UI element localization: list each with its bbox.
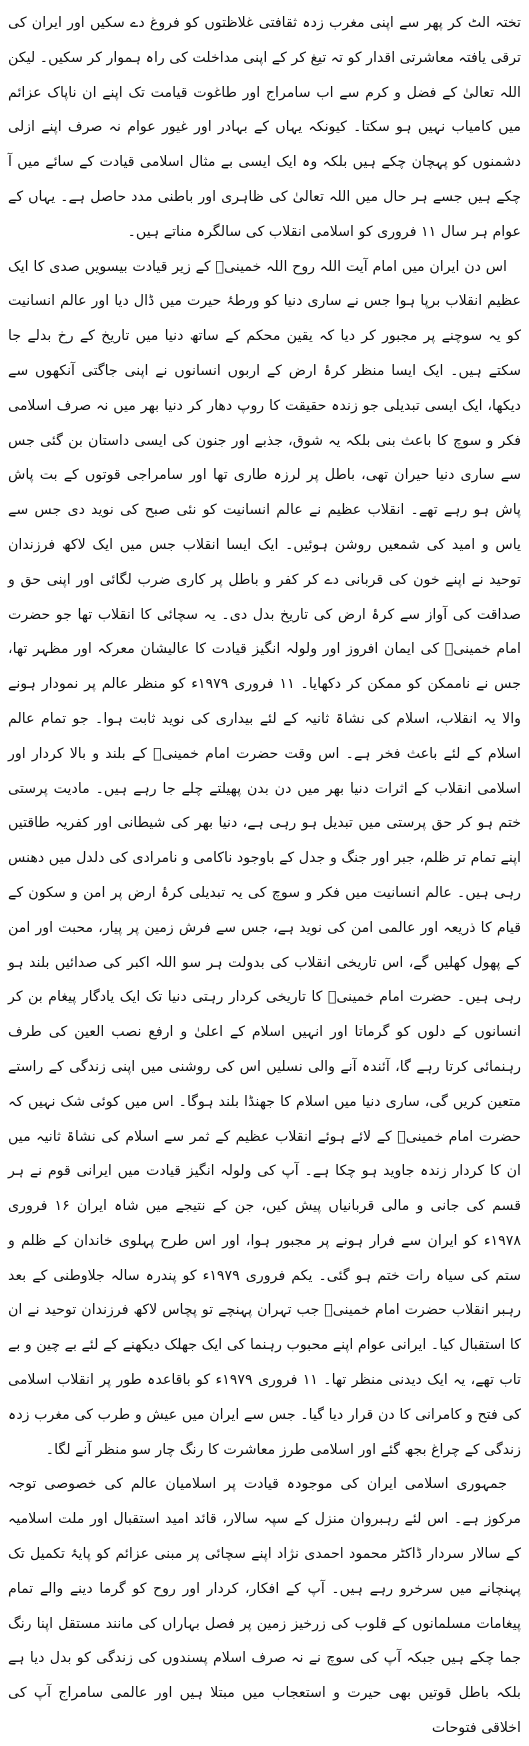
article-paragraph-3: جمہوری اسلامی ایران کی موجودہ قیادت پر اسلامیان عالم کی خصوصی توجہ مرکوز ہے۔ اس لئے رہبروان منزل کے سپہ سالار، قائد امید استقبال اور ملت اسلامیہ کے سالار سردار ڈاکٹر محمود احمدی نژاد اپنے سچائی پر مبنی عزائم کو پایۂ تکمیل تک پہنچانے میں سرخرو رہے ہیں۔ آپ کے افکار، کردار اور روح کو گرما دینے والے تمام پیغامات مسلمانوں کے قلوب کی زرخیز زمین پر فصل بہاراں کی مانند مستقل اپنا رنگ جما چکے ہیں جبکہ آپ کی سوچ نے نہ صرف اسلام پسندوں کی زندگی کو بدل دیا ہے بلکہ باطل قوتیں بھی حیرت و استعجاب میں مبتلا ہیں اور عالمی سامراج آپ کی اخلاقی فتوحات (8, 1476, 521, 1737)
article-paragraph-1: تختہ الٹ کر پھر سے اپنی مغرب زدہ ثقافتی غلاظتوں کو فروغ دے سکیں اور ایران کی ترقی یافتہ معاشرتی اقدار کو تہ تیغ کر کے اپنی مداخلت کی راہ ہموار کر سکیں۔ لیکن اللہ تعالیٰ کے فضل و کرم سے اب سامراج اور طاغوت قیامت تک اپنے ان ناپاک عزائم میں کامیاب نہیں ہو سکتا۔ کیونکہ یہاں کے بہادر اور غیور عوام نہ صرف اپنے ازلی دشمنوں کو پہچان چکے ہیں بلکہ وہ ایک ایسی بے مثال اسلامی قیادت کے سائے میں آ چکے ہیں جسے ہر حال میں اللہ تعالیٰ کی ظاہری اور باطنی مدد حاصل ہے۔ یہاں کے عوام ہر سال ۱۱ فروری کو اسلامی انقلاب کی سالگرہ مناتے ہیں۔ (8, 15, 521, 240)
article-paragraph-2: اس دن ایران میں امام آیت اللہ روح اللہ خمینیؒ کے زیر قیادت بیسویں صدی کا ایک عظیم انقلاب برپا ہوا جس نے ساری دنیا کو ورطۂ حیرت میں ڈال دیا اور عالم انسانیت کو یہ سوچنے پر مجبور کر دیا کہ یقین محکم کے ساتھ دنیا میں تاریخ کے رخ بدلے جا سکتے ہیں۔ ایک ایسا منظر کرۂ ارض کے اربوں انسانوں نے اپنی جاگتی آنکھوں سے دیکھا، ایک ایسی تبدیلی جو زندہ حقیقت کا روپ دھار کر دنیا بھر میں نہ صرف اسلامی فکر و سوچ کا باعث بنی بلکہ یہ شوق، جذبے اور جنون کی ایسی داستان بن گئی جس سے ساری دنیا حیران تھی، باطل پر لرزہ طاری تھا اور سامراجی قوتوں کے بت پاش پاش ہو رہے تھے۔ انقلاب عظیم نے عالم انسانیت کو نئی صبح کی نوید دی جس سے یاس و امید کی شمعیں روشن ہوئیں۔ ایک ایسا انقلاب جس میں ایک لاکھ فرزندان توحید نے اپنے خون کی قربانی دے کر کفر و باطل پر کاری ضرب لگائی اور اپنی حق و صداقت کی آواز سے کرۂ ارض کی تاریخ بدل دی۔ یہ سچائی کا انقلاب تھا جو حضرت امام خمینیؒ کی ایمان افروز اور ولولہ انگیز قیادت کا عالیشان معرکہ اور مظہر تھا، جس نے ناممکن کو ممکن کر دکھایا۔ ۱۱ فروری ۱۹۷۹ء کو منظر عالم پر نمودار ہونے والا یہ انقلاب، اسلام کی نشاۃ ثانیہ کے لئے بیداری کی نوید ثابت ہوا۔ جو تمام عالم اسلام کے لئے باعث فخر ہے۔ اس وقت حضرت امام خمینیؒ کے بلند و بالا کردار اور اسلامی انقلاب کے اثرات دنیا بھر میں دن بدن پھیلتے چلے جا رہے ہیں۔ مادیت پرستی ختم ہو کر حق پرستی میں تبدیل ہو رہی ہے، دنیا بھر کی شیطانی اور کفریہ طاقتیں اپنے تمام تر ظلم، جبر اور جنگ و جدل کے باوجود ناکامی و نامرادی کی دلدل میں دھنس رہی ہیں۔ عالم انسانیت میں فکر و سوچ کی یہ تبدیلی کرۂ ارض پر امن و سکون کے قیام کا ذریعہ اور عالمی امن کی نوید ہے، جس سے فرش زمین پر پیار، محبت اور امن کے پھول کھلیں گے، اس تاریخی انقلاب کی بدولت ہر سو اللہ اکبر کی صدائیں بلند ہو رہی ہیں۔ حضرت امام خمینیؒ کا تاریخی کردار رہتی دنیا تک ایک یادگار پیغام بن کر انسانوں کے دلوں کو گرماتا اور انہیں اسلام کے اعلیٰ و ارفع نصب العین کی طرف رہنمائی کرتا رہے گا، آئندہ آنے والی نسلیں اس کی روشنی میں اپنی زندگی کے راستے متعین کریں گی، ساری دنیا میں اسلام کا جھنڈا بلند ہوگا۔ اس میں کوئی شک نہیں کہ حضرت امام خمینیؒ کے لائے ہوئے انقلاب عظیم کے ثمر سے اسلام کی نشاۃ ثانیہ میں ان کا کردار زندہ جاوید ہو چکا ہے۔ آپ کی ولولہ انگیز قیادت میں ایرانی قوم نے ہر قسم کی جانی و مالی قربانیاں پیش کیں، جن کے نتیجے میں شاہ ایران ۱۶ فروری ۱۹۷۸ء کو ایران سے فرار ہونے پر مجبور ہوا، اور اس طرح پہلوی خاندان کے ظلم و ستم کی سیاہ رات ختم ہو گئی۔ یکم فروری ۱۹۷۹ء کو پندرہ سالہ جلاوطنی کے بعد رہبر انقلاب حضرت امام خمینیؒ جب تہران پہنچے تو پچاس لاکھ فرزندان توحید نے ان کا استقبال کیا۔ ایرانی عوام اپنے محبوب رہنما کی ایک جھلک دیکھنے کے لئے بے چین و بے تاب تھے، یہ ایک دیدنی منظر تھا۔ ۱۱ فروری ۱۹۷۹ء کو باقاعدہ طور پر انقلاب اسلامی کی فتح و کامرانی کا دن قرار دیا گیا۔ جس سے ایران میں عیش و طرب کی مغرب زدہ زندگی کے چراغ بجھ گئے اور اسلامی طرز معاشرت کا رنگ چار سو منظر آنے لگا۔ (8, 258, 522, 1458)
